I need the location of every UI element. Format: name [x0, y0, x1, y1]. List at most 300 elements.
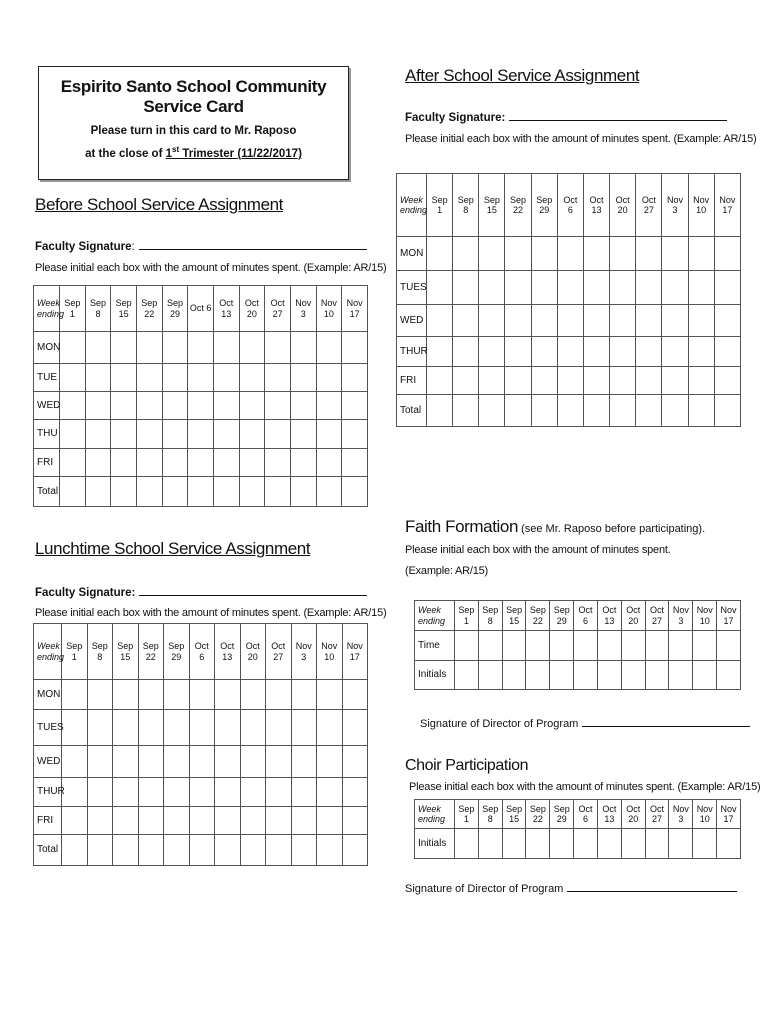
entry-cell[interactable]	[290, 364, 316, 392]
entry-cell[interactable]	[557, 237, 583, 271]
entry-cell[interactable]	[136, 449, 162, 477]
after-faculty-signature-line[interactable]	[509, 119, 727, 121]
after-week-header	[688, 174, 714, 237]
entry-cell[interactable]	[636, 305, 662, 337]
entry-cell[interactable]	[213, 364, 239, 392]
row-label: FRI	[34, 449, 60, 477]
entry-cell[interactable]	[266, 807, 292, 835]
entry-cell[interactable]	[290, 420, 316, 449]
entry-cell[interactable]	[714, 271, 740, 305]
entry-cell[interactable]	[479, 337, 505, 367]
entry-cell[interactable]	[427, 305, 453, 337]
entry-cell[interactable]	[342, 477, 368, 507]
entry-cell[interactable]	[317, 680, 343, 710]
entry-cell[interactable]	[645, 661, 669, 690]
entry-cell[interactable]	[636, 337, 662, 367]
entry-cell[interactable]	[213, 420, 239, 449]
entry-cell[interactable]	[597, 631, 621, 661]
entry-cell[interactable]	[714, 367, 740, 395]
entry-cell[interactable]	[164, 778, 190, 807]
faith-week-header	[621, 601, 645, 631]
entry-cell[interactable]	[62, 807, 88, 835]
entry-cell[interactable]	[189, 680, 215, 710]
entry-cell[interactable]	[574, 829, 598, 859]
entry-cell[interactable]	[453, 237, 479, 271]
entry-cell[interactable]	[557, 395, 583, 427]
before-faculty-signature-line[interactable]	[139, 248, 367, 250]
week-day: 13	[591, 205, 602, 215]
entry-cell[interactable]	[240, 710, 266, 746]
entry-cell[interactable]	[479, 395, 505, 427]
entry-cell[interactable]	[113, 807, 139, 835]
entry-cell[interactable]	[531, 305, 557, 337]
entry-cell[interactable]	[85, 364, 111, 392]
entry-cell[interactable]	[478, 631, 502, 661]
entry-cell[interactable]	[85, 332, 111, 364]
entry-cell[interactable]	[717, 829, 741, 859]
row-label: WED	[397, 305, 427, 337]
entry-cell[interactable]	[188, 332, 214, 364]
entry-cell[interactable]	[717, 661, 741, 690]
entry-cell[interactable]	[505, 337, 531, 367]
entry-cell[interactable]	[636, 367, 662, 395]
entry-cell[interactable]	[113, 710, 139, 746]
entry-cell[interactable]	[583, 337, 609, 367]
entry-cell[interactable]	[136, 392, 162, 420]
entry-cell[interactable]	[583, 237, 609, 271]
entry-cell[interactable]	[317, 746, 343, 778]
entry-cell[interactable]	[502, 829, 526, 859]
entry-cell[interactable]	[502, 661, 526, 690]
entry-cell[interactable]	[662, 237, 688, 271]
entry-cell[interactable]	[188, 392, 214, 420]
choir-director-label: Signature of Director of Program	[405, 883, 564, 895]
entry-cell[interactable]	[427, 237, 453, 271]
entry-cell[interactable]	[213, 332, 239, 364]
entry-cell[interactable]	[455, 661, 479, 690]
entry-cell[interactable]	[531, 367, 557, 395]
entry-cell[interactable]	[453, 305, 479, 337]
entry-cell[interactable]	[188, 449, 214, 477]
entry-cell[interactable]	[213, 392, 239, 420]
entry-cell[interactable]	[136, 477, 162, 507]
entry-cell[interactable]	[342, 807, 368, 835]
week-day: 15	[118, 308, 129, 319]
entry-cell[interactable]	[85, 420, 111, 449]
entry-cell[interactable]	[583, 367, 609, 395]
entry-cell[interactable]	[342, 364, 368, 392]
entry-cell[interactable]	[714, 337, 740, 367]
entry-cell[interactable]	[266, 680, 292, 710]
entry-cell[interactable]	[87, 746, 113, 778]
entry-cell[interactable]	[479, 367, 505, 395]
choir-week-header	[717, 800, 741, 829]
entry-cell[interactable]	[87, 835, 113, 866]
entry-cell[interactable]	[317, 778, 343, 807]
entry-cell[interactable]	[138, 807, 164, 835]
entry-cell[interactable]	[621, 829, 645, 859]
entry-cell[interactable]	[113, 835, 139, 866]
entry-cell[interactable]	[583, 271, 609, 305]
entry-cell[interactable]	[342, 420, 368, 449]
entry-cell[interactable]	[60, 364, 86, 392]
entry-cell[interactable]	[316, 332, 342, 364]
entry-cell[interactable]	[265, 332, 291, 364]
entry-cell[interactable]	[60, 392, 86, 420]
entry-cell[interactable]	[85, 477, 111, 507]
entry-cell[interactable]	[290, 477, 316, 507]
entry-cell[interactable]	[265, 420, 291, 449]
entry-cell[interactable]	[60, 420, 86, 449]
after-faculty-label: Faculty Signature:	[405, 112, 506, 124]
entry-cell[interactable]	[610, 237, 636, 271]
entry-cell[interactable]	[714, 305, 740, 337]
entry-cell[interactable]	[85, 449, 111, 477]
entry-cell[interactable]	[688, 271, 714, 305]
week-day: 15	[486, 205, 497, 215]
entry-cell[interactable]	[688, 367, 714, 395]
entry-cell[interactable]	[645, 631, 669, 661]
entry-cell[interactable]	[636, 395, 662, 427]
entry-cell[interactable]	[526, 661, 550, 690]
entry-cell[interactable]	[502, 631, 526, 661]
entry-cell[interactable]	[113, 680, 139, 710]
lunch-week-header	[62, 624, 88, 680]
entry-cell[interactable]	[162, 420, 188, 449]
entry-cell[interactable]	[215, 807, 241, 835]
entry-cell[interactable]	[291, 746, 317, 778]
entry-cell[interactable]	[453, 271, 479, 305]
week-day: 6	[583, 615, 589, 626]
entry-cell[interactable]	[669, 829, 693, 859]
entry-cell[interactable]	[317, 710, 343, 746]
entry-cell[interactable]	[240, 746, 266, 778]
entry-cell[interactable]	[645, 829, 669, 859]
entry-cell[interactable]	[693, 661, 717, 690]
before-week-header	[239, 286, 265, 332]
entry-cell[interactable]	[291, 680, 317, 710]
week-day: 13	[604, 814, 615, 824]
entry-cell[interactable]	[453, 367, 479, 395]
row-label: TUES	[34, 710, 62, 746]
week-day: 8	[463, 205, 469, 215]
entry-cell[interactable]	[138, 746, 164, 778]
entry-cell[interactable]	[239, 449, 265, 477]
week-day: 27	[652, 814, 663, 824]
entry-cell[interactable]	[266, 746, 292, 778]
entry-cell[interactable]	[574, 661, 598, 690]
entry-cell[interactable]	[557, 305, 583, 337]
entry-cell[interactable]	[162, 364, 188, 392]
week-month: Sep	[166, 298, 183, 309]
entry-cell[interactable]	[265, 392, 291, 420]
entry-cell[interactable]	[266, 710, 292, 746]
entry-cell[interactable]	[479, 305, 505, 337]
entry-cell[interactable]	[87, 710, 113, 746]
lunch-week-ending-label	[34, 624, 65, 680]
entry-cell[interactable]	[62, 680, 88, 710]
entry-cell[interactable]	[316, 392, 342, 420]
entry-cell[interactable]	[610, 395, 636, 427]
entry-cell[interactable]	[138, 835, 164, 866]
entry-cell[interactable]	[531, 395, 557, 427]
entry-cell[interactable]	[669, 631, 693, 661]
entry-cell[interactable]	[60, 332, 86, 364]
entry-cell[interactable]	[662, 367, 688, 395]
choir-week-header	[502, 800, 526, 829]
entry-cell[interactable]	[291, 835, 317, 866]
week-month: Sep	[89, 298, 106, 309]
entry-cell[interactable]	[240, 778, 266, 807]
entry-cell[interactable]	[597, 829, 621, 859]
entry-cell[interactable]	[290, 332, 316, 364]
entry-cell[interactable]	[621, 661, 645, 690]
entry-cell[interactable]	[188, 420, 214, 449]
entry-cell[interactable]	[60, 449, 86, 477]
entry-cell[interactable]	[162, 332, 188, 364]
entry-cell[interactable]	[342, 449, 368, 477]
entry-cell[interactable]	[342, 710, 368, 746]
entry-cell[interactable]	[266, 835, 292, 866]
week-month: Nov	[672, 605, 689, 616]
entry-cell[interactable]	[265, 477, 291, 507]
entry-cell[interactable]	[669, 661, 693, 690]
entry-cell[interactable]	[316, 420, 342, 449]
entry-cell[interactable]	[266, 778, 292, 807]
entry-cell[interactable]	[531, 271, 557, 305]
entry-cell[interactable]	[240, 807, 266, 835]
entry-cell[interactable]	[62, 710, 88, 746]
entry-cell[interactable]	[189, 807, 215, 835]
week-month: Oct	[626, 803, 641, 814]
entry-cell[interactable]	[111, 392, 137, 420]
entry-cell[interactable]	[138, 680, 164, 710]
week-month: Oct	[650, 803, 665, 814]
entry-cell[interactable]	[574, 631, 598, 661]
entry-cell[interactable]	[113, 746, 139, 778]
choir-instruction: Please initial each box with the amount of minutes spent. (Example: AR/15)	[409, 781, 761, 793]
entry-cell[interactable]	[215, 778, 241, 807]
entry-cell[interactable]	[265, 449, 291, 477]
entry-cell[interactable]	[111, 332, 137, 364]
entry-cell[interactable]	[162, 392, 188, 420]
entry-cell[interactable]	[550, 661, 574, 690]
table-row	[34, 835, 368, 866]
entry-cell[interactable]	[291, 778, 317, 807]
entry-cell[interactable]	[111, 420, 137, 449]
entry-cell[interactable]	[714, 395, 740, 427]
entry-cell[interactable]	[164, 746, 190, 778]
entry-cell[interactable]	[239, 420, 265, 449]
entry-cell[interactable]	[427, 337, 453, 367]
entry-cell[interactable]	[291, 807, 317, 835]
entry-cell[interactable]	[597, 661, 621, 690]
entry-cell[interactable]	[162, 477, 188, 507]
entry-cell[interactable]	[662, 337, 688, 367]
entry-cell[interactable]	[111, 364, 137, 392]
entry-cell[interactable]	[213, 449, 239, 477]
entry-cell[interactable]	[62, 835, 88, 866]
entry-cell[interactable]	[87, 807, 113, 835]
entry-cell[interactable]	[85, 392, 111, 420]
before-week-ending-label	[34, 286, 65, 332]
entry-cell[interactable]	[316, 364, 342, 392]
entry-cell[interactable]	[342, 680, 368, 710]
entry-cell[interactable]	[291, 710, 317, 746]
entry-cell[interactable]	[213, 477, 239, 507]
row-label: Total	[397, 395, 427, 427]
entry-cell[interactable]	[693, 829, 717, 859]
entry-cell[interactable]	[557, 367, 583, 395]
entry-cell[interactable]	[693, 631, 717, 661]
lunch-faculty-signature-line[interactable]	[139, 594, 367, 596]
entry-cell[interactable]	[505, 367, 531, 395]
entry-cell[interactable]	[290, 392, 316, 420]
entry-cell[interactable]	[164, 835, 190, 866]
entry-cell[interactable]	[215, 746, 241, 778]
before-ending-label: ending	[37, 308, 65, 319]
entry-cell[interactable]	[688, 337, 714, 367]
entry-cell[interactable]	[111, 449, 137, 477]
entry-cell[interactable]	[636, 271, 662, 305]
entry-cell[interactable]	[427, 395, 453, 427]
entry-cell[interactable]	[610, 367, 636, 395]
entry-cell[interactable]	[342, 392, 368, 420]
entry-cell[interactable]	[526, 631, 550, 661]
entry-cell[interactable]	[138, 710, 164, 746]
entry-cell[interactable]	[455, 631, 479, 661]
entry-cell[interactable]	[317, 807, 343, 835]
entry-cell[interactable]	[621, 631, 645, 661]
entry-cell[interactable]	[60, 477, 86, 507]
entry-cell[interactable]	[87, 778, 113, 807]
entry-cell[interactable]	[610, 305, 636, 337]
entry-cell[interactable]	[583, 395, 609, 427]
before-week-header	[162, 286, 188, 332]
table-row	[34, 449, 368, 477]
entry-cell[interactable]	[189, 778, 215, 807]
entry-cell[interactable]	[113, 778, 139, 807]
entry-cell[interactable]	[239, 477, 265, 507]
week-month: Nov	[321, 641, 338, 652]
entry-cell[interactable]	[316, 477, 342, 507]
entry-cell[interactable]	[265, 364, 291, 392]
entry-cell[interactable]	[111, 477, 137, 507]
entry-cell[interactable]	[240, 680, 266, 710]
entry-cell[interactable]	[87, 680, 113, 710]
entry-cell[interactable]	[526, 829, 550, 859]
table-row	[397, 237, 741, 271]
entry-cell[interactable]	[610, 271, 636, 305]
entry-cell[interactable]	[188, 364, 214, 392]
lunch-week-header	[291, 624, 317, 680]
entry-cell[interactable]	[162, 449, 188, 477]
entry-cell[interactable]	[164, 710, 190, 746]
entry-cell[interactable]	[215, 680, 241, 710]
entry-cell[interactable]	[188, 477, 214, 507]
entry-cell[interactable]	[478, 661, 502, 690]
entry-cell[interactable]	[636, 237, 662, 271]
entry-cell[interactable]	[164, 680, 190, 710]
entry-cell[interactable]	[239, 364, 265, 392]
entry-cell[interactable]	[136, 364, 162, 392]
entry-cell[interactable]	[240, 835, 266, 866]
week-month: Nov	[295, 298, 312, 309]
entry-cell[interactable]	[342, 835, 368, 866]
entry-cell[interactable]	[453, 337, 479, 367]
entry-cell[interactable]	[479, 237, 505, 271]
entry-cell[interactable]	[189, 746, 215, 778]
entry-cell[interactable]	[342, 778, 368, 807]
entry-cell[interactable]	[455, 829, 479, 859]
entry-cell[interactable]	[688, 305, 714, 337]
entry-cell[interactable]	[62, 746, 88, 778]
entry-cell[interactable]	[688, 237, 714, 271]
week-month: Oct	[270, 298, 285, 309]
entry-cell[interactable]	[316, 449, 342, 477]
entry-cell[interactable]	[136, 332, 162, 364]
choir-week-header	[669, 800, 693, 829]
entry-cell[interactable]	[317, 835, 343, 866]
entry-cell[interactable]	[505, 395, 531, 427]
entry-cell[interactable]	[550, 829, 574, 859]
entry-cell[interactable]	[453, 395, 479, 427]
entry-cell[interactable]	[62, 778, 88, 807]
entry-cell[interactable]	[427, 367, 453, 395]
entry-cell[interactable]	[290, 449, 316, 477]
entry-cell[interactable]	[557, 271, 583, 305]
entry-cell[interactable]	[610, 337, 636, 367]
entry-cell[interactable]	[505, 305, 531, 337]
trimester-date	[165, 145, 302, 160]
entry-cell[interactable]	[138, 778, 164, 807]
entry-cell[interactable]	[550, 631, 574, 661]
entry-cell[interactable]	[583, 305, 609, 337]
entry-cell[interactable]	[531, 237, 557, 271]
entry-cell[interactable]	[505, 271, 531, 305]
faith-director-signature-line[interactable]	[582, 725, 750, 727]
entry-cell[interactable]	[662, 395, 688, 427]
entry-cell[interactable]	[189, 835, 215, 866]
entry-cell[interactable]	[478, 829, 502, 859]
lunch-week-header	[266, 624, 292, 680]
entry-cell[interactable]	[531, 337, 557, 367]
entry-cell[interactable]	[662, 305, 688, 337]
entry-cell[interactable]	[215, 835, 241, 866]
entry-cell[interactable]	[342, 332, 368, 364]
entry-cell[interactable]	[505, 237, 531, 271]
table-row	[397, 271, 741, 305]
entry-cell[interactable]	[688, 395, 714, 427]
entry-cell[interactable]	[239, 392, 265, 420]
entry-cell[interactable]	[479, 271, 505, 305]
entry-cell[interactable]	[189, 710, 215, 746]
entry-cell[interactable]	[714, 237, 740, 271]
week-day: 29	[539, 205, 550, 215]
entry-cell[interactable]	[239, 332, 265, 364]
entry-cell[interactable]	[215, 710, 241, 746]
entry-cell[interactable]	[164, 807, 190, 835]
table-row	[34, 477, 368, 507]
entry-cell[interactable]	[717, 631, 741, 661]
entry-cell[interactable]	[342, 746, 368, 778]
entry-cell[interactable]	[662, 271, 688, 305]
choir-director-signature-line[interactable]	[567, 890, 737, 892]
entry-cell[interactable]	[427, 271, 453, 305]
entry-cell[interactable]	[557, 337, 583, 367]
table-row	[415, 829, 741, 859]
entry-cell[interactable]	[136, 420, 162, 449]
